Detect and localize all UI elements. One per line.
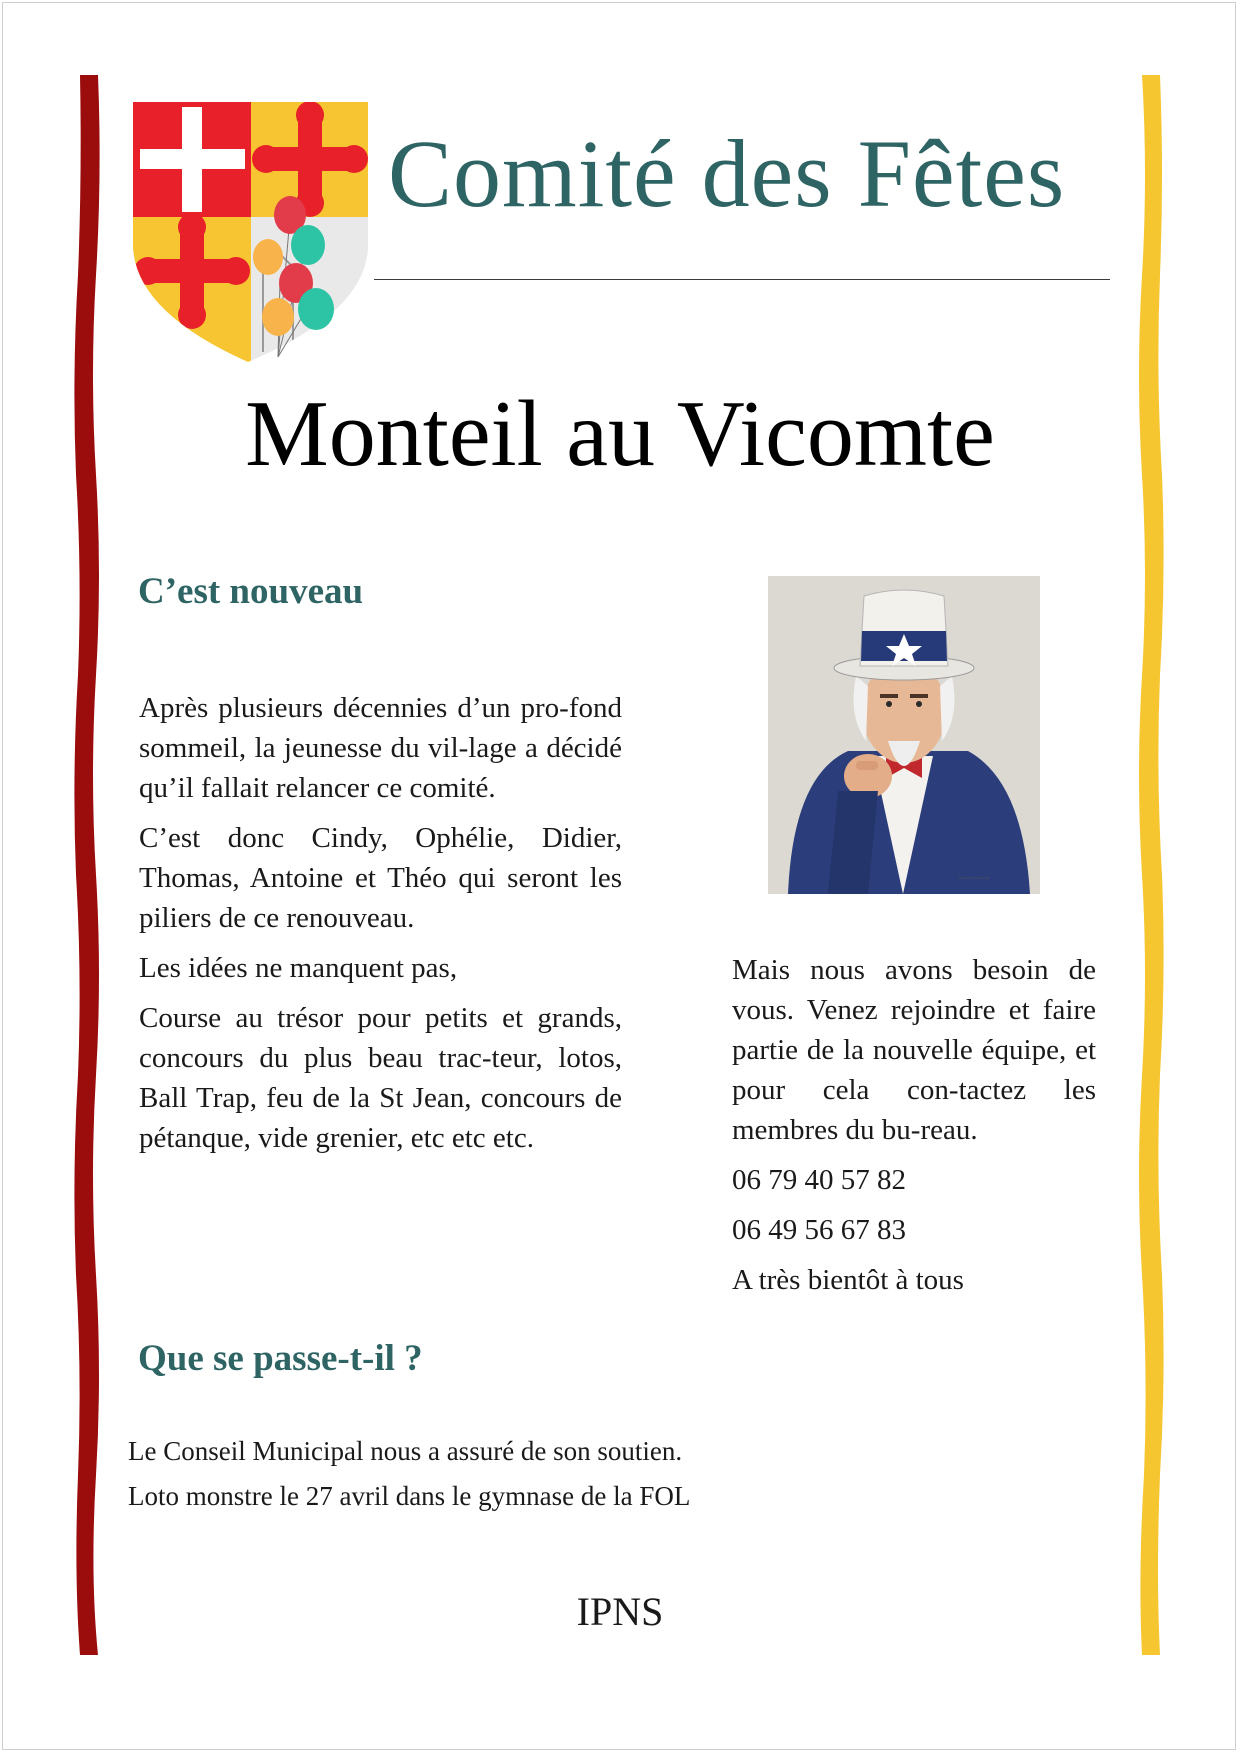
svg-text:~~~~~~: ~~~~~~ [958,873,990,883]
closing-line: A très bientôt à tous [732,1264,964,1296]
crest-logo-icon [128,97,378,365]
join-section-body [732,950,1096,1310]
phone-number-1: 06 79 40 57 82 [732,1164,906,1196]
paragraph-join: Mais nous avons besoin de vous. Venez rejoindre et faire partie de la nouvelle équipe, et pour cela con-tactez les membres du bu-reau. [732,954,1096,1146]
news-line-loto: Loto monstre le 27 avril dans le gymnase de la FOL [128,1481,691,1511]
news-line-support: Le Conseil Municipal nous a assuré de son soutien. [128,1436,683,1466]
organization-title: Comité des Fêtes [388,120,1066,227]
phone-number-2: 06 49 56 67 83 [732,1214,906,1246]
paragraph-members: C’est donc Cindy, Ophélie, Didier, Thomas, Antoine et Théo qui seront les piliers de ce renouveau. [139,822,622,934]
uncle-sam-illustration-icon [768,576,1040,894]
section-heading-news: Que se passe-t-il ? [138,1338,423,1379]
paragraph-intro: Après plusieurs décennies d’un pro-fond sommeil, la jeunesse du vil-lage a décidé qu’il fallait relancer ce comité. [139,692,622,804]
paragraph-ideas: Les idées ne manquent pas, [139,952,458,984]
paragraph-activities: Course au trésor pour petits et grands, concours du plus beau trac-teur, lotos, Ball Trap, feu de la St Jean, concours de pétanque, vide grenier, etc etc etc. [139,1002,622,1154]
footer-ipns: IPNS [576,1589,664,1634]
title-divider [374,279,1110,280]
section-heading-new: C’est nouveau [138,571,364,612]
left-decorative-stripe [74,75,102,1655]
news-lines [128,1429,928,1519]
right-decorative-stripe [1138,75,1166,1655]
new-section-body [139,688,622,1168]
village-title: Monteil au Vicomte [245,382,995,486]
